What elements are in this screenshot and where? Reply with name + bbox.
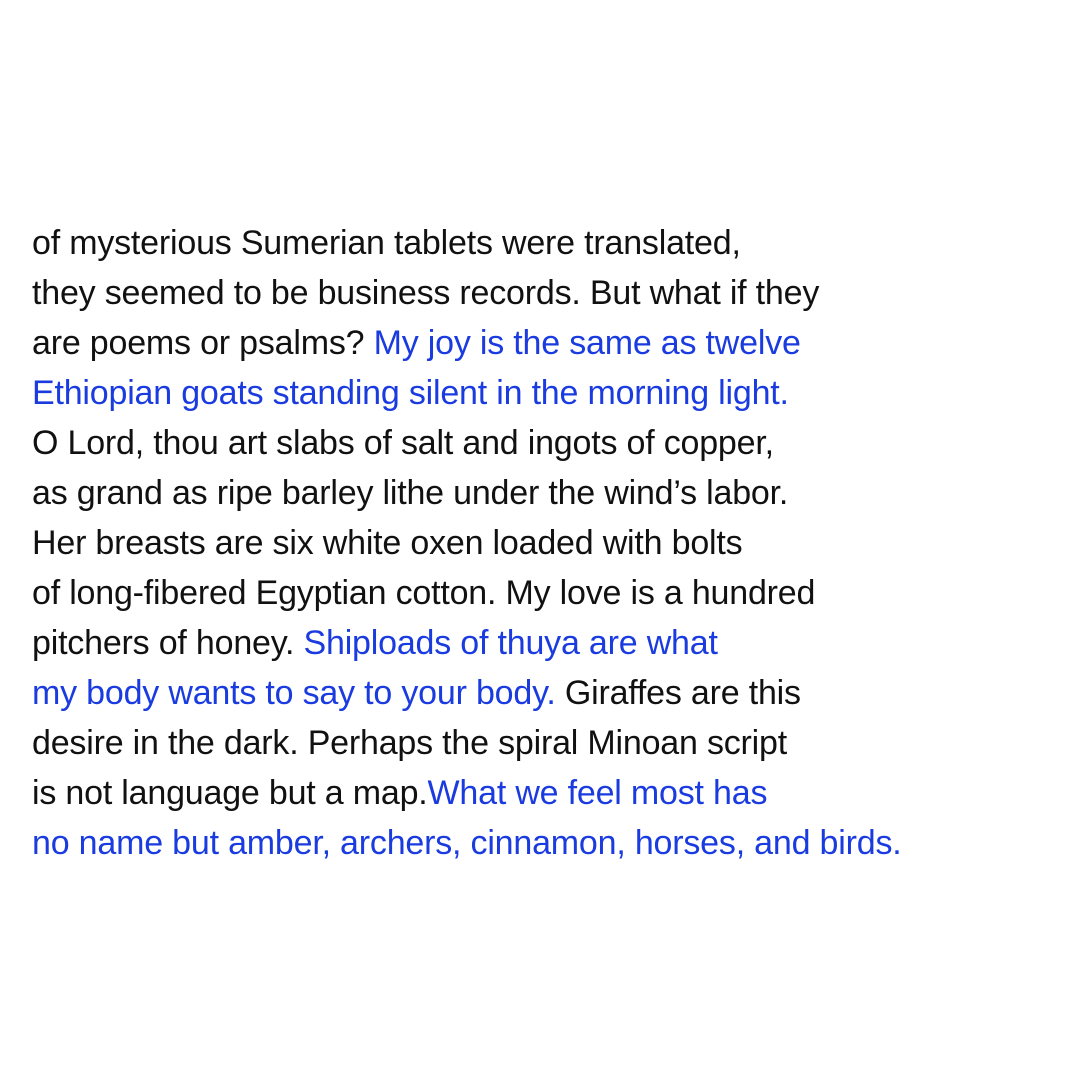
poem-line-8 xyxy=(32,568,1062,618)
poem-segment: of long-fibered Egyptian cotton. My love is a hundred xyxy=(32,574,816,612)
poem-highlight-segment: What we feel most has xyxy=(427,774,768,812)
poem-highlight-segment: Shiploads of thuya are what xyxy=(303,624,718,662)
poem-segment: of mysterious Sumerian tablets were translated, xyxy=(32,224,741,262)
poem-highlight-segment: My joy is the same as twelve xyxy=(373,324,801,362)
poem-highlight-segment: my body wants to say to your body. xyxy=(32,674,556,712)
poem-line-3 xyxy=(32,318,1062,368)
poem-segment: desire in the dark. Perhaps the spiral Minoan script xyxy=(32,724,787,762)
poem-line-13 xyxy=(32,818,1062,868)
poem-segment: they seemed to be business records. But what if they xyxy=(32,274,820,312)
poem-segment: as grand as ripe barley lithe under the wind’s labor. xyxy=(32,474,789,512)
poem-line-9 xyxy=(32,618,1062,668)
poem-line-4 xyxy=(32,368,1062,418)
poem-line-11 xyxy=(32,718,1062,768)
poem-segment: is not language but a map. xyxy=(32,774,428,812)
poem-line-10 xyxy=(32,668,1062,718)
poem-segment: pitchers of honey. xyxy=(32,624,304,662)
poem-line-12 xyxy=(32,768,1062,818)
poem-line-7 xyxy=(32,518,1062,568)
poem-text xyxy=(32,218,1062,868)
poem-line-1 xyxy=(32,218,1062,268)
poem-segment: Her breasts are six white oxen loaded with bolts xyxy=(32,524,743,562)
poem-line-5 xyxy=(32,418,1062,468)
poem-highlight-segment: Ethiopian goats standing silent in the morning light. xyxy=(32,374,789,412)
poem-segment: O Lord, thou art slabs of salt and ingots of copper, xyxy=(32,424,774,462)
poem-line-2 xyxy=(32,268,1062,318)
poem-segment: are poems or psalms? xyxy=(32,324,374,362)
poem-line-6 xyxy=(32,468,1062,518)
poem-segment: Giraffes are this xyxy=(555,674,801,712)
poem-highlight-segment: no name but amber, archers, cinnamon, horses, and birds. xyxy=(32,824,902,862)
